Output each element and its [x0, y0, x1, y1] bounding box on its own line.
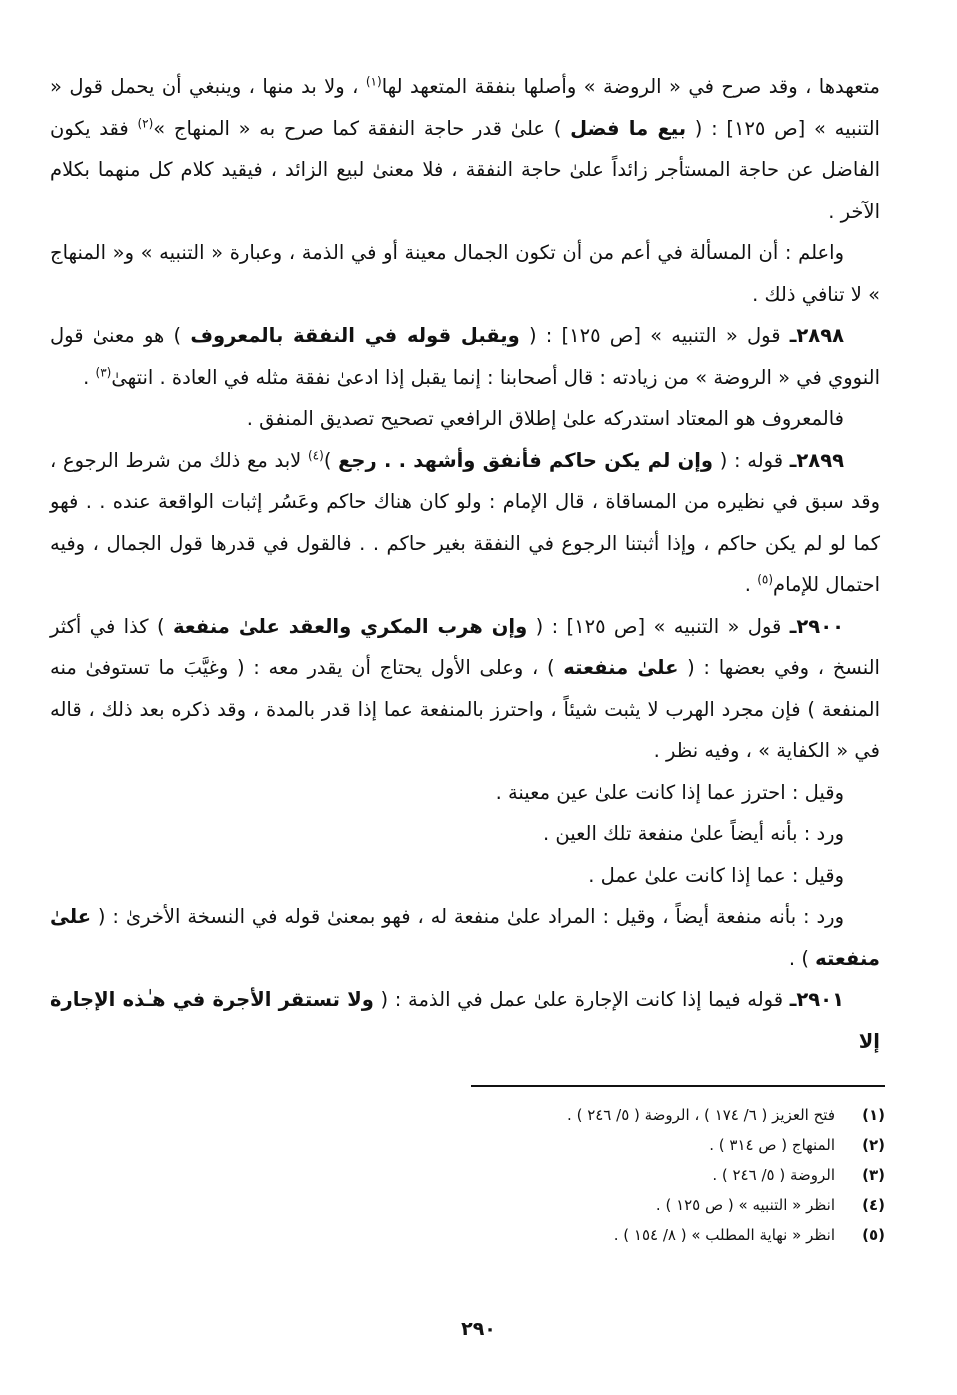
- footnote-text: انظر « التنبيه » ( ص ١٢٥ ) .: [655, 1196, 835, 1214]
- text-segment: قوله فيما إذا كانت الإجارة علىٰ عمل في الذمة : (: [373, 988, 790, 1011]
- bold-text: ٢٨٩٨ـ: [789, 324, 845, 347]
- bold-text: علىٰ منفعته: [50, 905, 880, 970]
- bold-text: ويقبل قوله في النفقة بالمعروف: [190, 324, 520, 347]
- text-segment: ) .: [788, 946, 816, 970]
- paragraph: [50, 232, 880, 315]
- footnote-item: [185, 1130, 885, 1160]
- footnote-text: الروضة ( ٥/ ٢٤٦ ) .: [712, 1166, 835, 1184]
- bold-text: ٢٩٠١ـ: [789, 988, 844, 1011]
- paragraph: [50, 440, 880, 606]
- footnote-text: انظر « نهاية المطلب » ( ٨/ ١٥٤ ) .: [613, 1226, 835, 1244]
- footnote-label: (٢): [862, 1136, 885, 1154]
- text-segment: فالمعروف هو المعتاد استدركه علىٰ إطلاق الرافعي تصحيح تصديق المنفق .: [246, 407, 844, 430]
- text-segment: قول « التنبيه » [ص ١٢٥] : (: [527, 614, 790, 638]
- bold-text: وإن هرب المكري والعقد علىٰ منفعة: [172, 614, 528, 638]
- paragraph: [50, 606, 880, 772]
- bold-text: ٢٨٩٩ـ: [789, 448, 844, 472]
- text-segment: ) ، وعلى الأول يحتاج أن يقدر معه : ( وغيَّبَ ما تستوفىٰ منه المنفعة ) فإن مجرد الهرب لا يثبت شيئاً ، واحترز بالمنفعة عما إذا قدر بالمدة ، وقد ذكره بعد ذلك ، قاله في « الكفاية » ، وفيه نظر .: [50, 656, 880, 762]
- text-segment: فقد يكون الفاضل عن حاجة المستأجر زائداً علىٰ حاجة النفقة ، فلا معنىٰ لبيع الزائد ، فيقيد كلام كل منهما بكلام الآخر .: [50, 116, 880, 223]
- paragraph: [50, 772, 880, 814]
- text-segment: وقيل : احترز عما إذا كانت علىٰ عين معينة .: [495, 780, 844, 804]
- footnote-text: المنهاج ( ص ٣١٤ ) .: [709, 1136, 835, 1154]
- footnote-text: فتح العزيز ( ٦/ ١٧٤ ) ، الروضة ( ٥/ ٢٤٦ ) .: [567, 1106, 835, 1124]
- footnote-reference: (٣): [95, 365, 112, 379]
- text-segment: ) علىٰ قدر حاجة النفقة كما صرح به « المنهاج »: [153, 116, 571, 140]
- text-segment: .: [744, 573, 758, 596]
- footnote-item: [185, 1160, 885, 1190]
- footnote-label: (١): [862, 1106, 885, 1124]
- text-segment: واعلم : أن المسألة في أعم من أن تكون الجمال معينة أو في الذمة ، وعبارة « التنبيه » و« المنهاج » لا تنافي ذلك .: [50, 241, 880, 306]
- footnote-item: [185, 1220, 885, 1250]
- bold-text: علىٰ منفعته: [563, 656, 679, 679]
- text-segment: ) هو معنىٰ قول النووي في « الروضة » من زيادته : قال أصحابنا : إنما يقبل إذا ادعىٰ نفقة مثله في العادة . انتهىٰ: [50, 324, 880, 389]
- page-number: ٢٩٠: [461, 1318, 496, 1340]
- paragraph: [50, 896, 880, 979]
- paragraph: [50, 398, 880, 440]
- text-segment: ، ولا بد منها ، وينبغي أن يحمل قول « التنبيه » [ص ١٢٥] : (: [50, 75, 880, 140]
- footnote-divider: [471, 1085, 885, 1087]
- text-segment: متعهدها ، وقد صرح في « الروضة » وأصلها بنفقة المتعهد لها: [381, 75, 880, 98]
- text-segment: ورد : بأنه منفعة أيضاً ، وقيل : المراد علىٰ منفعة له ، فهو بمعنىٰ قوله في النسخة الأخرىٰ : (: [91, 905, 844, 928]
- paragraph: [50, 855, 880, 897]
- footnote-label: (٥): [862, 1226, 885, 1244]
- text-segment: قول « التنبيه » [ص ١٢٥] : (: [519, 324, 790, 347]
- text-segment: ورد : بأنه أيضاً علىٰ منفعة تلك العين .: [542, 822, 844, 845]
- bold-text: ولا تستقر الأجرة في هـٰذه الإجارة إلا: [50, 988, 880, 1053]
- text-segment: .: [83, 365, 96, 389]
- text-segment: ): [323, 448, 339, 472]
- text-segment: قوله : (: [713, 448, 790, 472]
- footnotes: [185, 1100, 885, 1250]
- footnote-reference: (١): [365, 74, 382, 89]
- footnote-item: [185, 1100, 885, 1130]
- paragraph: [50, 979, 880, 1062]
- footnote-reference: (٢): [137, 116, 154, 130]
- bold-text: ٢٩٠٠ـ: [789, 614, 845, 638]
- bold-text: بيع ما فضل: [570, 116, 687, 140]
- text-segment: لابد مع ذلك من شرط الرجوع ، وقد سبق في نظيره من المساقاة ، قال الإمام : ولو كان هناك حاكم وعَسُر إثبات الواقعة عنده . . فهو كما لو لم يكن حاكم ، وإذا أثبتنا الرجوع في النفقة بغير حاكم . . فالقول في قدرها قول الجمال ، وفيه احتمال للإمام: [50, 448, 880, 596]
- text-segment: ) كذا في أكثر النسخ ، وفي بعضها : (: [50, 614, 880, 679]
- paragraph: [50, 315, 880, 398]
- footnote-label: (٣): [862, 1166, 885, 1184]
- footnote-reference: (٤): [307, 448, 324, 462]
- footnote-label: (٤): [862, 1196, 885, 1214]
- text-segment: وقيل : عما إذا كانت علىٰ عمل .: [588, 863, 844, 887]
- main-text: [50, 66, 880, 1062]
- footnote-item: [185, 1190, 885, 1220]
- bold-text: وإن لم يكن حاكم فأنفق وأشهد . . رجع: [338, 448, 714, 472]
- paragraph: [50, 66, 880, 232]
- paragraph: [50, 813, 880, 855]
- footnote-reference: (٥): [757, 572, 774, 587]
